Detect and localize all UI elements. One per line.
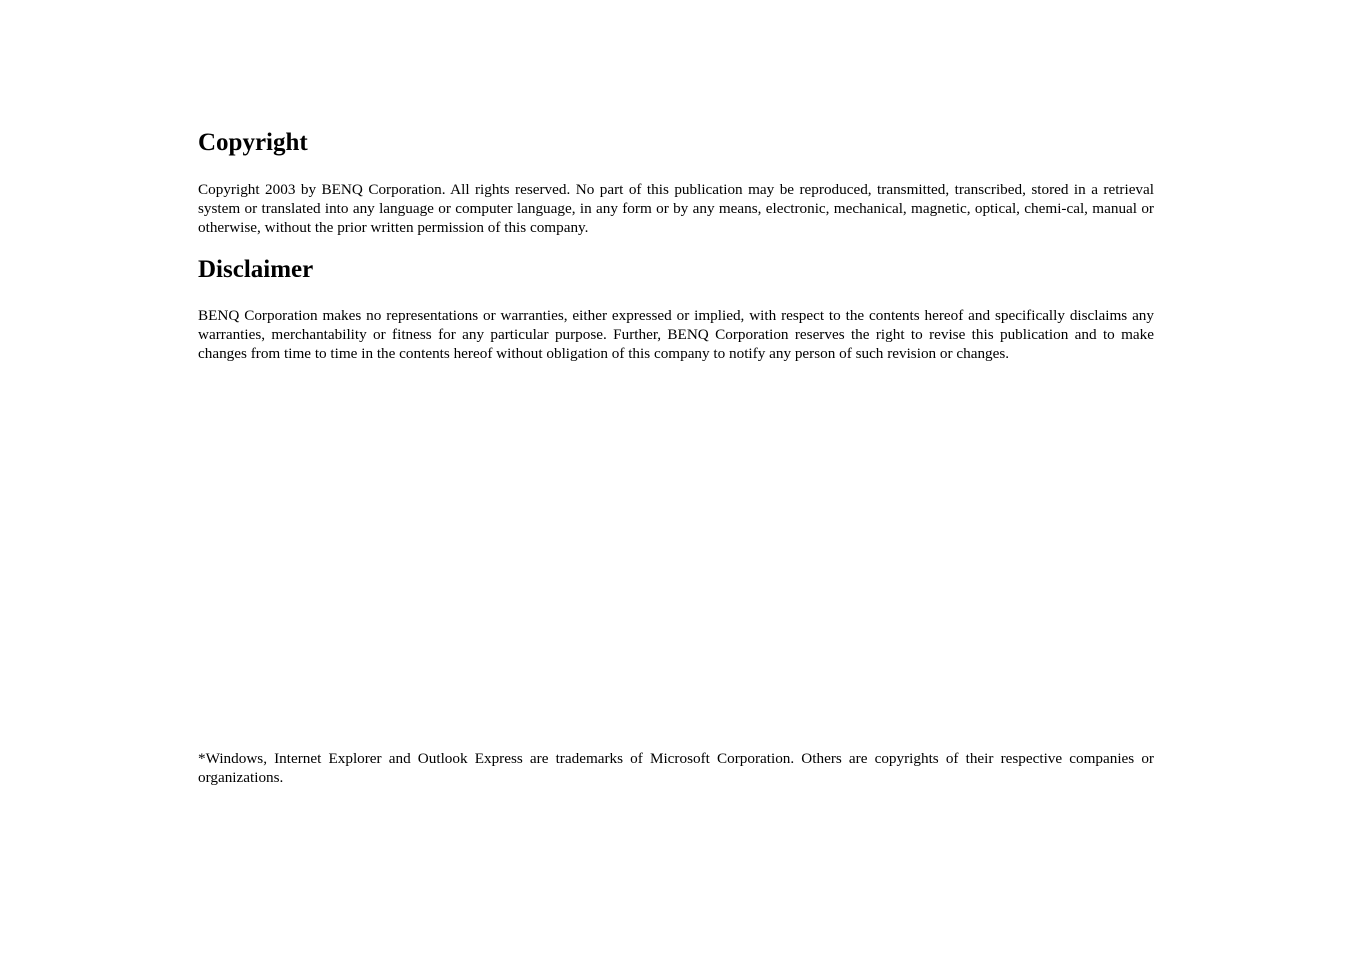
copyright-heading: Copyright [198,129,308,156]
trademark-footnote: *Windows, Internet Explorer and Outlook Express are trademarks of Microsoft Corporation. Others are copyrights of their respective companies or organizations. [198,750,1154,787]
copyright-paragraph: Copyright 2003 by BENQ Corporation. All rights reserved. No part of this publication may be reproduced, transmitted, transcribed, stored in a retrieval system or translated into any language or computer language, in any form or by any means, electronic, mechanical, magnetic, optical, chemi-cal, manual or otherwise, without the prior written permission of this company. [198,181,1154,237]
disclaimer-paragraph: BENQ Corporation makes no representations or warranties, either expressed or implied, with respect to the contents hereof and specifically disclaims any warranties, merchantability or fitness for any particular purpose. Further, BENQ Corporation reserves the right to revise this publication and to make changes from time to time in the contents hereof without obligation of this company to notify any person of such revision or changes. [198,307,1154,363]
disclaimer-heading: Disclaimer [198,256,314,283]
